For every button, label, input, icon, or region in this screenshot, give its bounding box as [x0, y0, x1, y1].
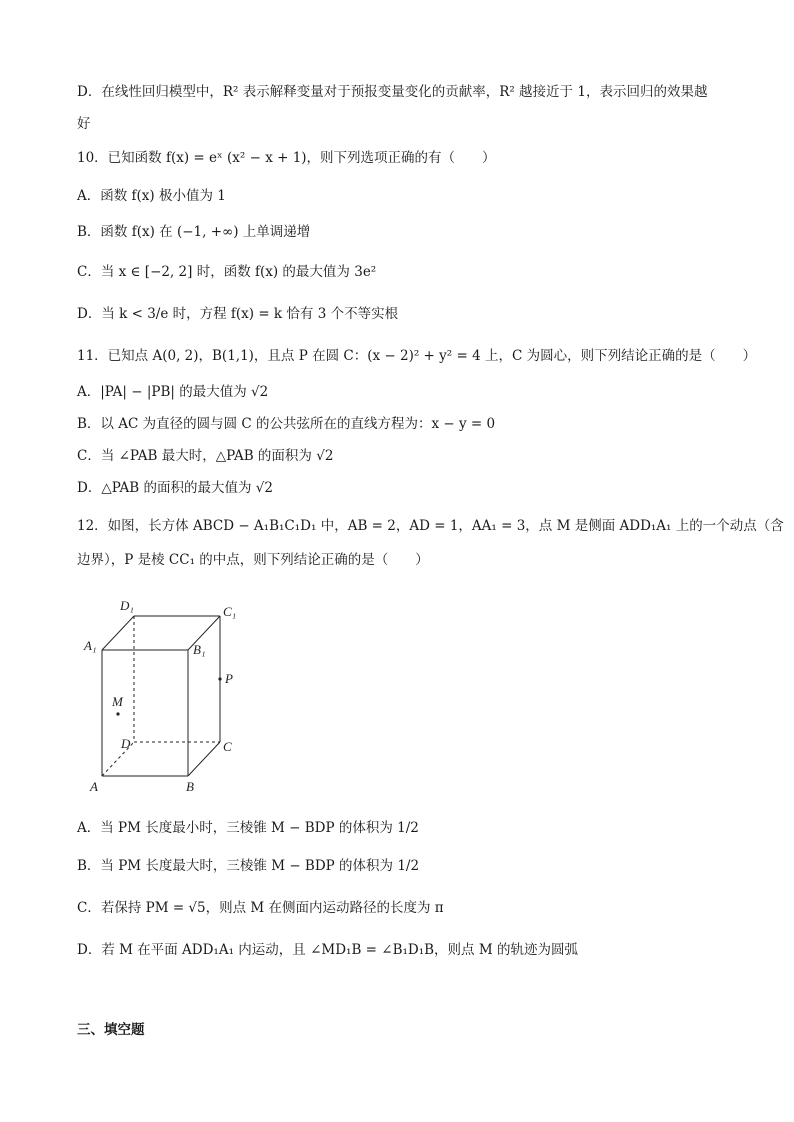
- label-d1: D₁: [120, 598, 134, 613]
- q11-option-c: C．当 ∠PAB 最大时，△PAB 的面积为 √2: [77, 448, 334, 464]
- q10-option-d: D．当 k < 3/e 时，方程 f(x) = k 恰有 3 个不等实根: [77, 306, 399, 322]
- q12-option-b: B．当 PM 长度最大时，三棱锥 M − BDP 的体积为 1/2: [77, 858, 420, 874]
- edge-a1d1: [102, 616, 134, 650]
- q9-option-d-line1: D．在线性回归模型中，R² 表示解释变量对于预报变量变化的贡献率，R² 越接近于 1，表示回归的效果越: [77, 84, 708, 100]
- label-a1: A₁: [84, 638, 97, 653]
- label-b1: B₁: [193, 642, 206, 657]
- q12-stem-line1: 12．如图，长方体 ABCD − A₁B₁C₁D₁ 中，AB = 2，AD = 1，AA₁ = 3，点 M 是侧面 ADD₁A₁ 上的一个动点（含: [77, 518, 784, 534]
- label-a: A: [90, 779, 98, 794]
- q10-option-a: A．函数 f(x) 极小值为 1: [77, 188, 226, 204]
- q12-option-c: C．若保持 PM = √5，则点 M 在侧面内运动路径的长度为 π: [77, 900, 444, 916]
- label-d: D: [121, 736, 131, 751]
- point-p: [218, 677, 221, 680]
- cuboid-figure: [82, 594, 252, 794]
- q9-option-d-line2: 好: [77, 116, 91, 132]
- label-c: C: [223, 739, 232, 754]
- q11-option-a: A．|PA| − |PB| 的最大值为 √2: [77, 384, 269, 400]
- q12-option-a: A．当 PM 长度最小时，三棱锥 M − BDP 的体积为 1/2: [77, 820, 419, 836]
- q12-option-d: D．若 M 在平面 ADD₁A₁ 内运动，且 ∠MD₁B = ∠B₁D₁B，则点 M 的轨迹为圆弧: [77, 942, 578, 958]
- q10-stem: 10．已知函数 f(x) = eˣ (x² − x + 1)，则下列选项正确的有（ ）: [77, 150, 496, 166]
- q10-option-c: C．当 x ∈ [−2, 2] 时，函数 f(x) 的最大值为 3e²: [77, 264, 377, 280]
- q10-option-b: B．函数 f(x) 在 (−1, +∞) 上单调递增: [77, 224, 311, 240]
- label-m: M: [112, 694, 123, 709]
- label-p: P: [225, 671, 233, 686]
- q11-option-b: B．以 AC 为直径的圆与圆 C 的公共弦所在的直线方程为：x − y = 0: [77, 416, 496, 432]
- label-b: B: [186, 779, 194, 794]
- section-title: 三、填空题: [77, 1022, 145, 1038]
- edge-bc: [188, 742, 220, 776]
- label-c1: C₁: [223, 604, 237, 619]
- q12-stem-line2: 边界），P 是棱 CC₁ 的中点，则下列结论正确的是（ ）: [77, 552, 429, 568]
- q11-stem: 11．已知点 A(0, 2)，B(1,1)，且点 P 在圆 C：(x − 2)² + y² = 4 上，C 为圆心，则下列结论正确的是（ ）: [77, 348, 757, 364]
- q11-option-d: D．△PAB 的面积的最大值为 √2: [77, 480, 273, 496]
- point-m: [116, 712, 119, 715]
